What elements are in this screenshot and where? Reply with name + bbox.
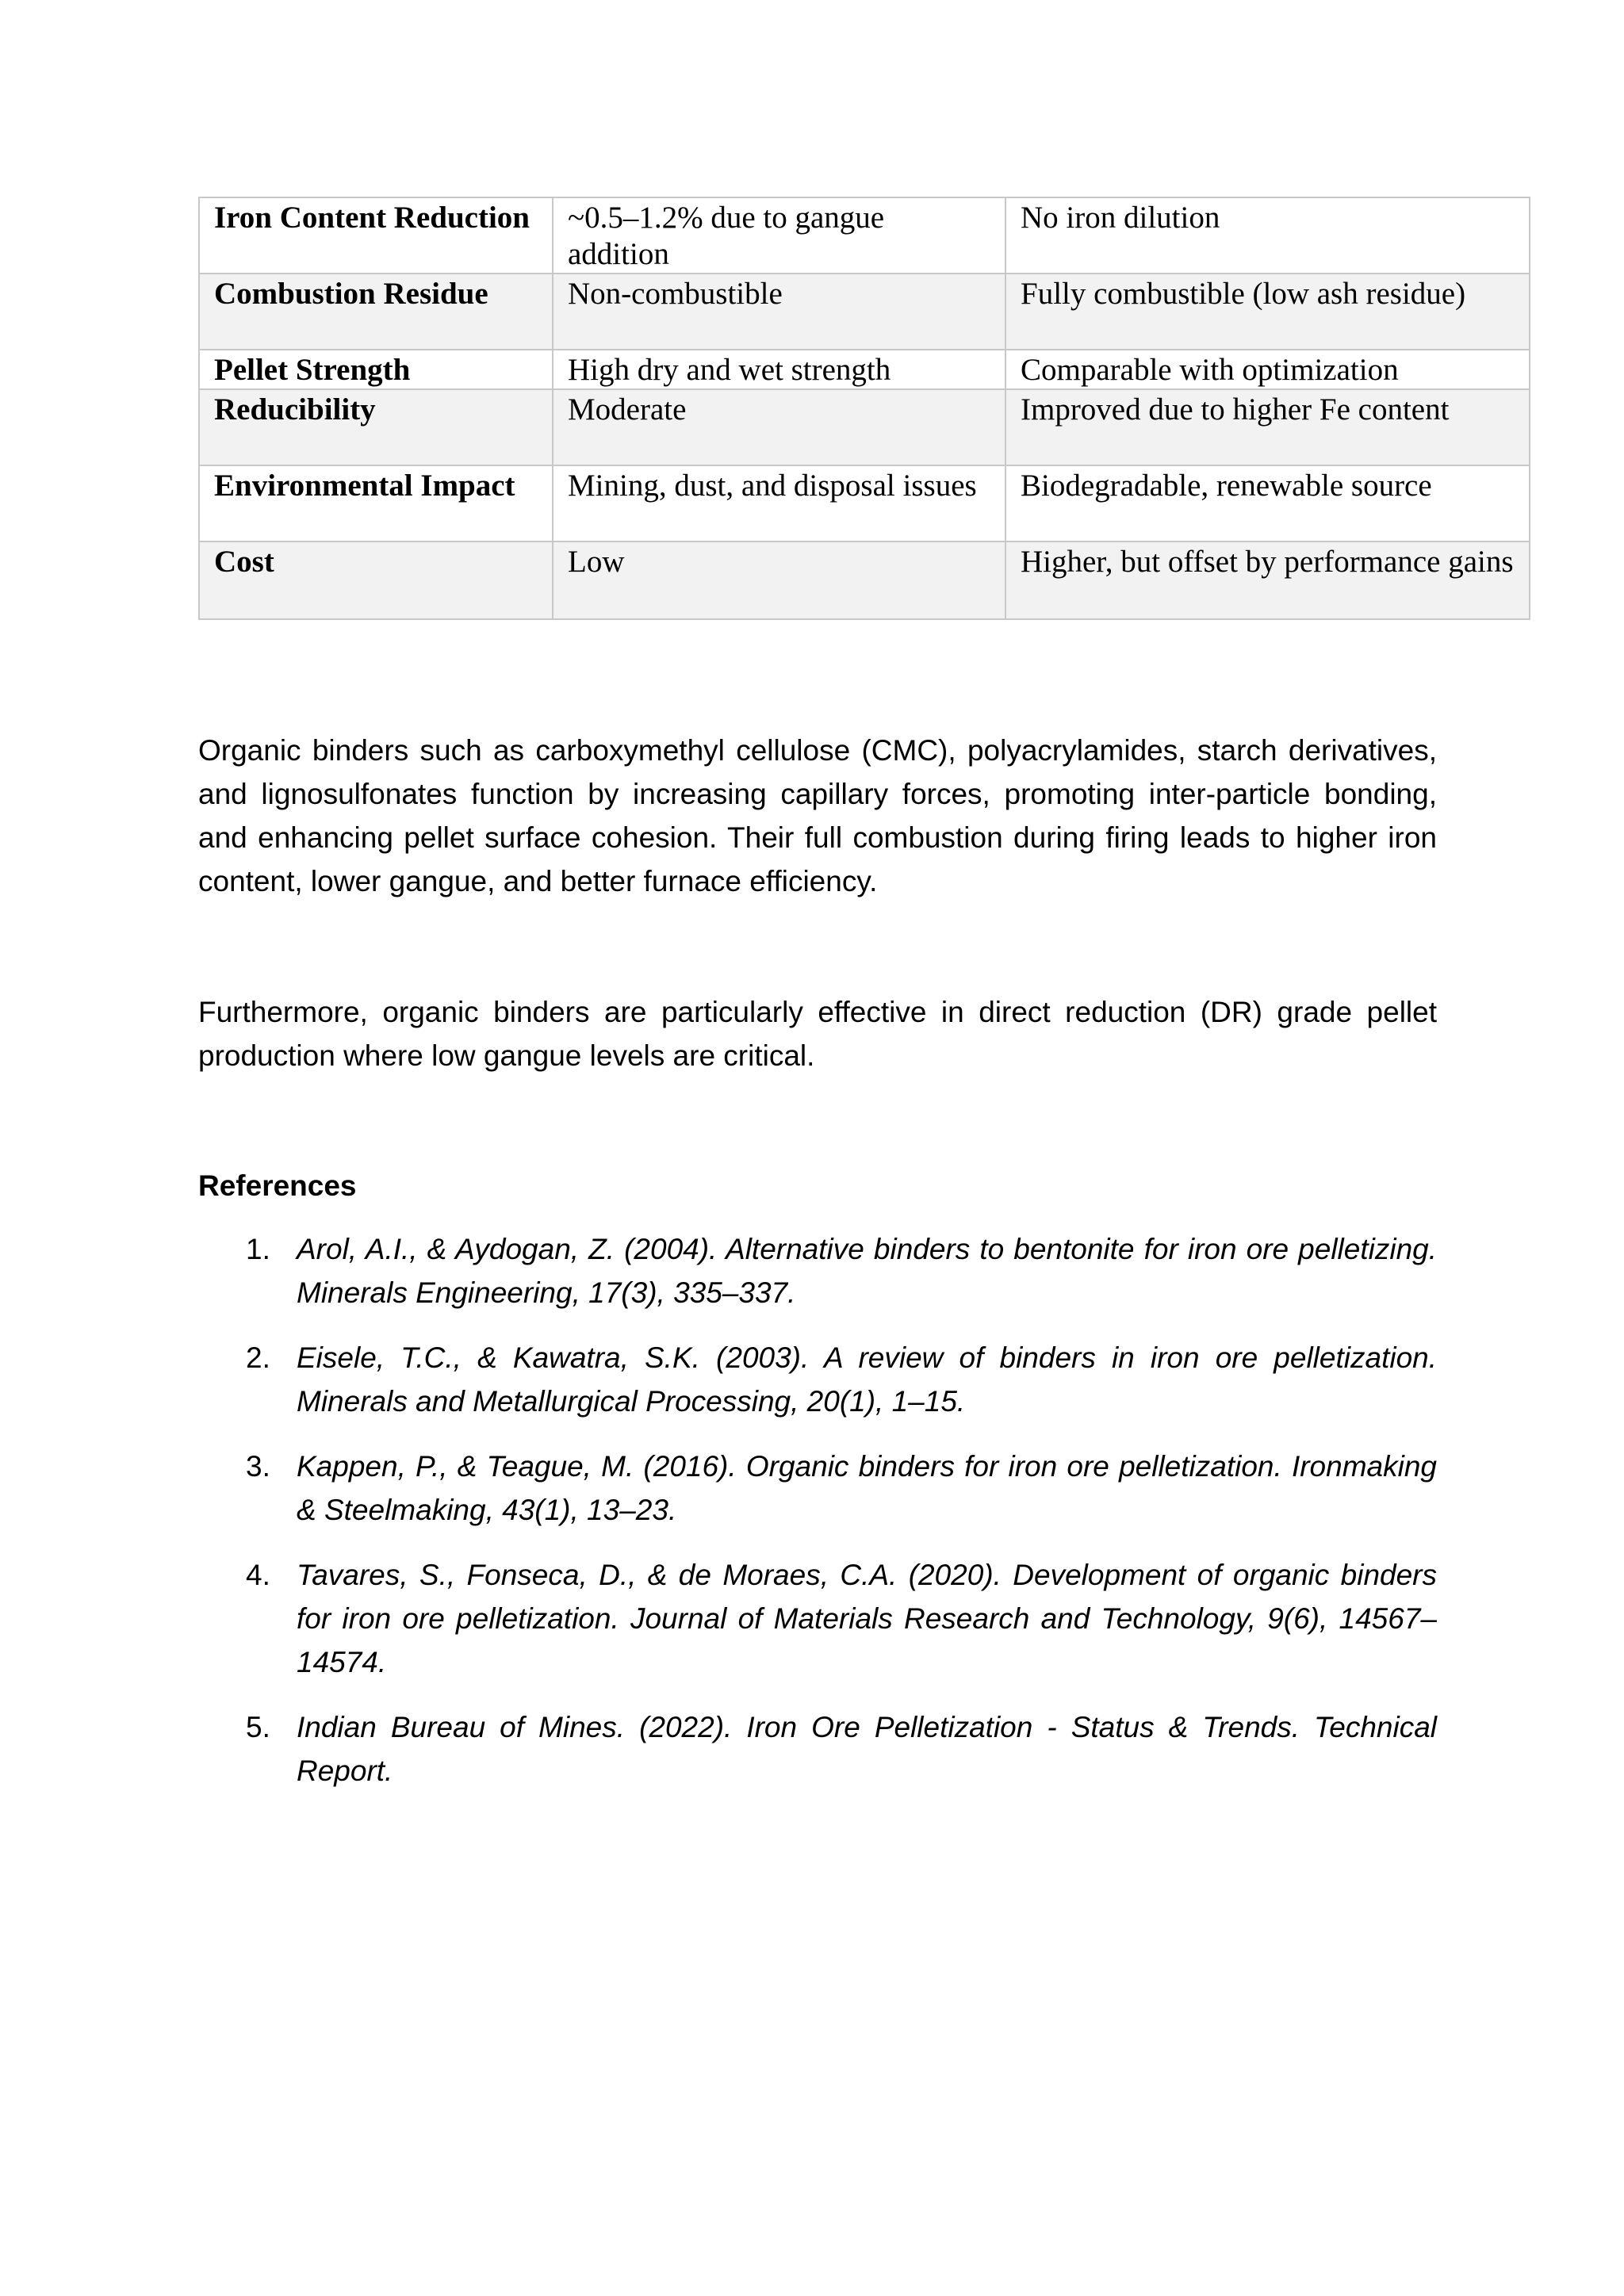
table-cell-property: Reducibility [199, 389, 553, 465]
table-cell-organic: Improved due to higher Fe content [1005, 389, 1530, 465]
reference-text: Tavares, S., Fonseca, D., & de Moraes, C.A. (2020). Development of organic binders for iron ore pelletization. Journal of Materials Research and Technology, 9(6), 14567–14574. [297, 1559, 1437, 1678]
binder-comparison-table [198, 197, 1530, 620]
reference-text: Eisele, T.C., & Kawatra, S.K. (2003). A review of binders in iron ore pelletization. Minerals and Metallurgical Processing, 20(1), 1–15. [297, 1341, 1437, 1418]
body-paragraph-organic-binders: Organic binders such as carboxymethyl cellulose (CMC), polyacrylamides, starch derivatives, and lignosulfonates function by increasing capillary forces, promoting inter-particle bonding, and enhancing pellet surface cohesion. Their full combustion during firing leads to higher iron content, lower gangue, and better furnace efficiency. [198, 734, 1437, 897]
table-cell-bentonite: Low [553, 541, 1005, 619]
table-cell-organic: Biodegradable, renewable source [1005, 465, 1530, 541]
reference-text: Kappen, P., & Teague, M. (2016). Organic binders for iron ore pelletization. Ironmaking & Steelmaking, 43(1), 13–23. [297, 1450, 1437, 1526]
reference-text: Arol, A.I., & Aydogan, Z. (2004). Alternative binders to bentonite for iron ore pelletizing. Minerals Engineering, 17(3), 335–337. [297, 1233, 1437, 1309]
references-list [198, 1227, 1437, 1814]
table-row [199, 274, 1530, 350]
reference-item [198, 1445, 1437, 1532]
reference-number: 5. [246, 1711, 270, 1743]
reference-item [198, 1227, 1437, 1314]
reference-text: Indian Bureau of Mines. (2022). Iron Ore Pelletization - Status & Trends. Technical Report. [297, 1711, 1437, 1787]
table-cell-property: Combustion Residue [199, 274, 553, 350]
table-cell-property: Pellet Strength [199, 350, 553, 389]
reference-number: 3. [246, 1450, 270, 1483]
table-cell-organic: Fully combustible (low ash residue) [1005, 274, 1530, 350]
reference-number: 2. [246, 1341, 270, 1374]
reference-item [198, 1336, 1437, 1423]
table-row [199, 350, 1530, 389]
reference-item [198, 1553, 1437, 1684]
table-cell-property: Environmental Impact [199, 465, 553, 541]
table-cell-bentonite: Mining, dust, and disposal issues [553, 465, 1005, 541]
table-cell-property: Cost [199, 541, 553, 619]
table-cell-bentonite: ~0.5–1.2% due to gangue addition [553, 197, 1005, 274]
reference-number: 1. [246, 1233, 270, 1265]
table-cell-organic: Higher, but offset by performance gains [1005, 541, 1530, 619]
table-row [199, 465, 1530, 541]
table-row [199, 541, 1530, 619]
reference-number: 4. [246, 1559, 270, 1591]
table-cell-organic: No iron dilution [1005, 197, 1530, 274]
reference-item [198, 1705, 1437, 1793]
table-cell-bentonite: Moderate [553, 389, 1005, 465]
table-row [199, 197, 1530, 274]
table-cell-bentonite: Non-combustible [553, 274, 1005, 350]
table-row [199, 389, 1530, 465]
body-paragraph-dr-grade: Furthermore, organic binders are particularly effective in direct reduction (DR) grade pellet production where low gangue levels are critical. [198, 996, 1437, 1072]
table-cell-bentonite: High dry and wet strength [553, 350, 1005, 389]
table-cell-property: Iron Content Reduction [199, 197, 553, 274]
table-cell-organic: Comparable with optimization [1005, 350, 1530, 389]
references-heading: References [198, 1169, 357, 1202]
